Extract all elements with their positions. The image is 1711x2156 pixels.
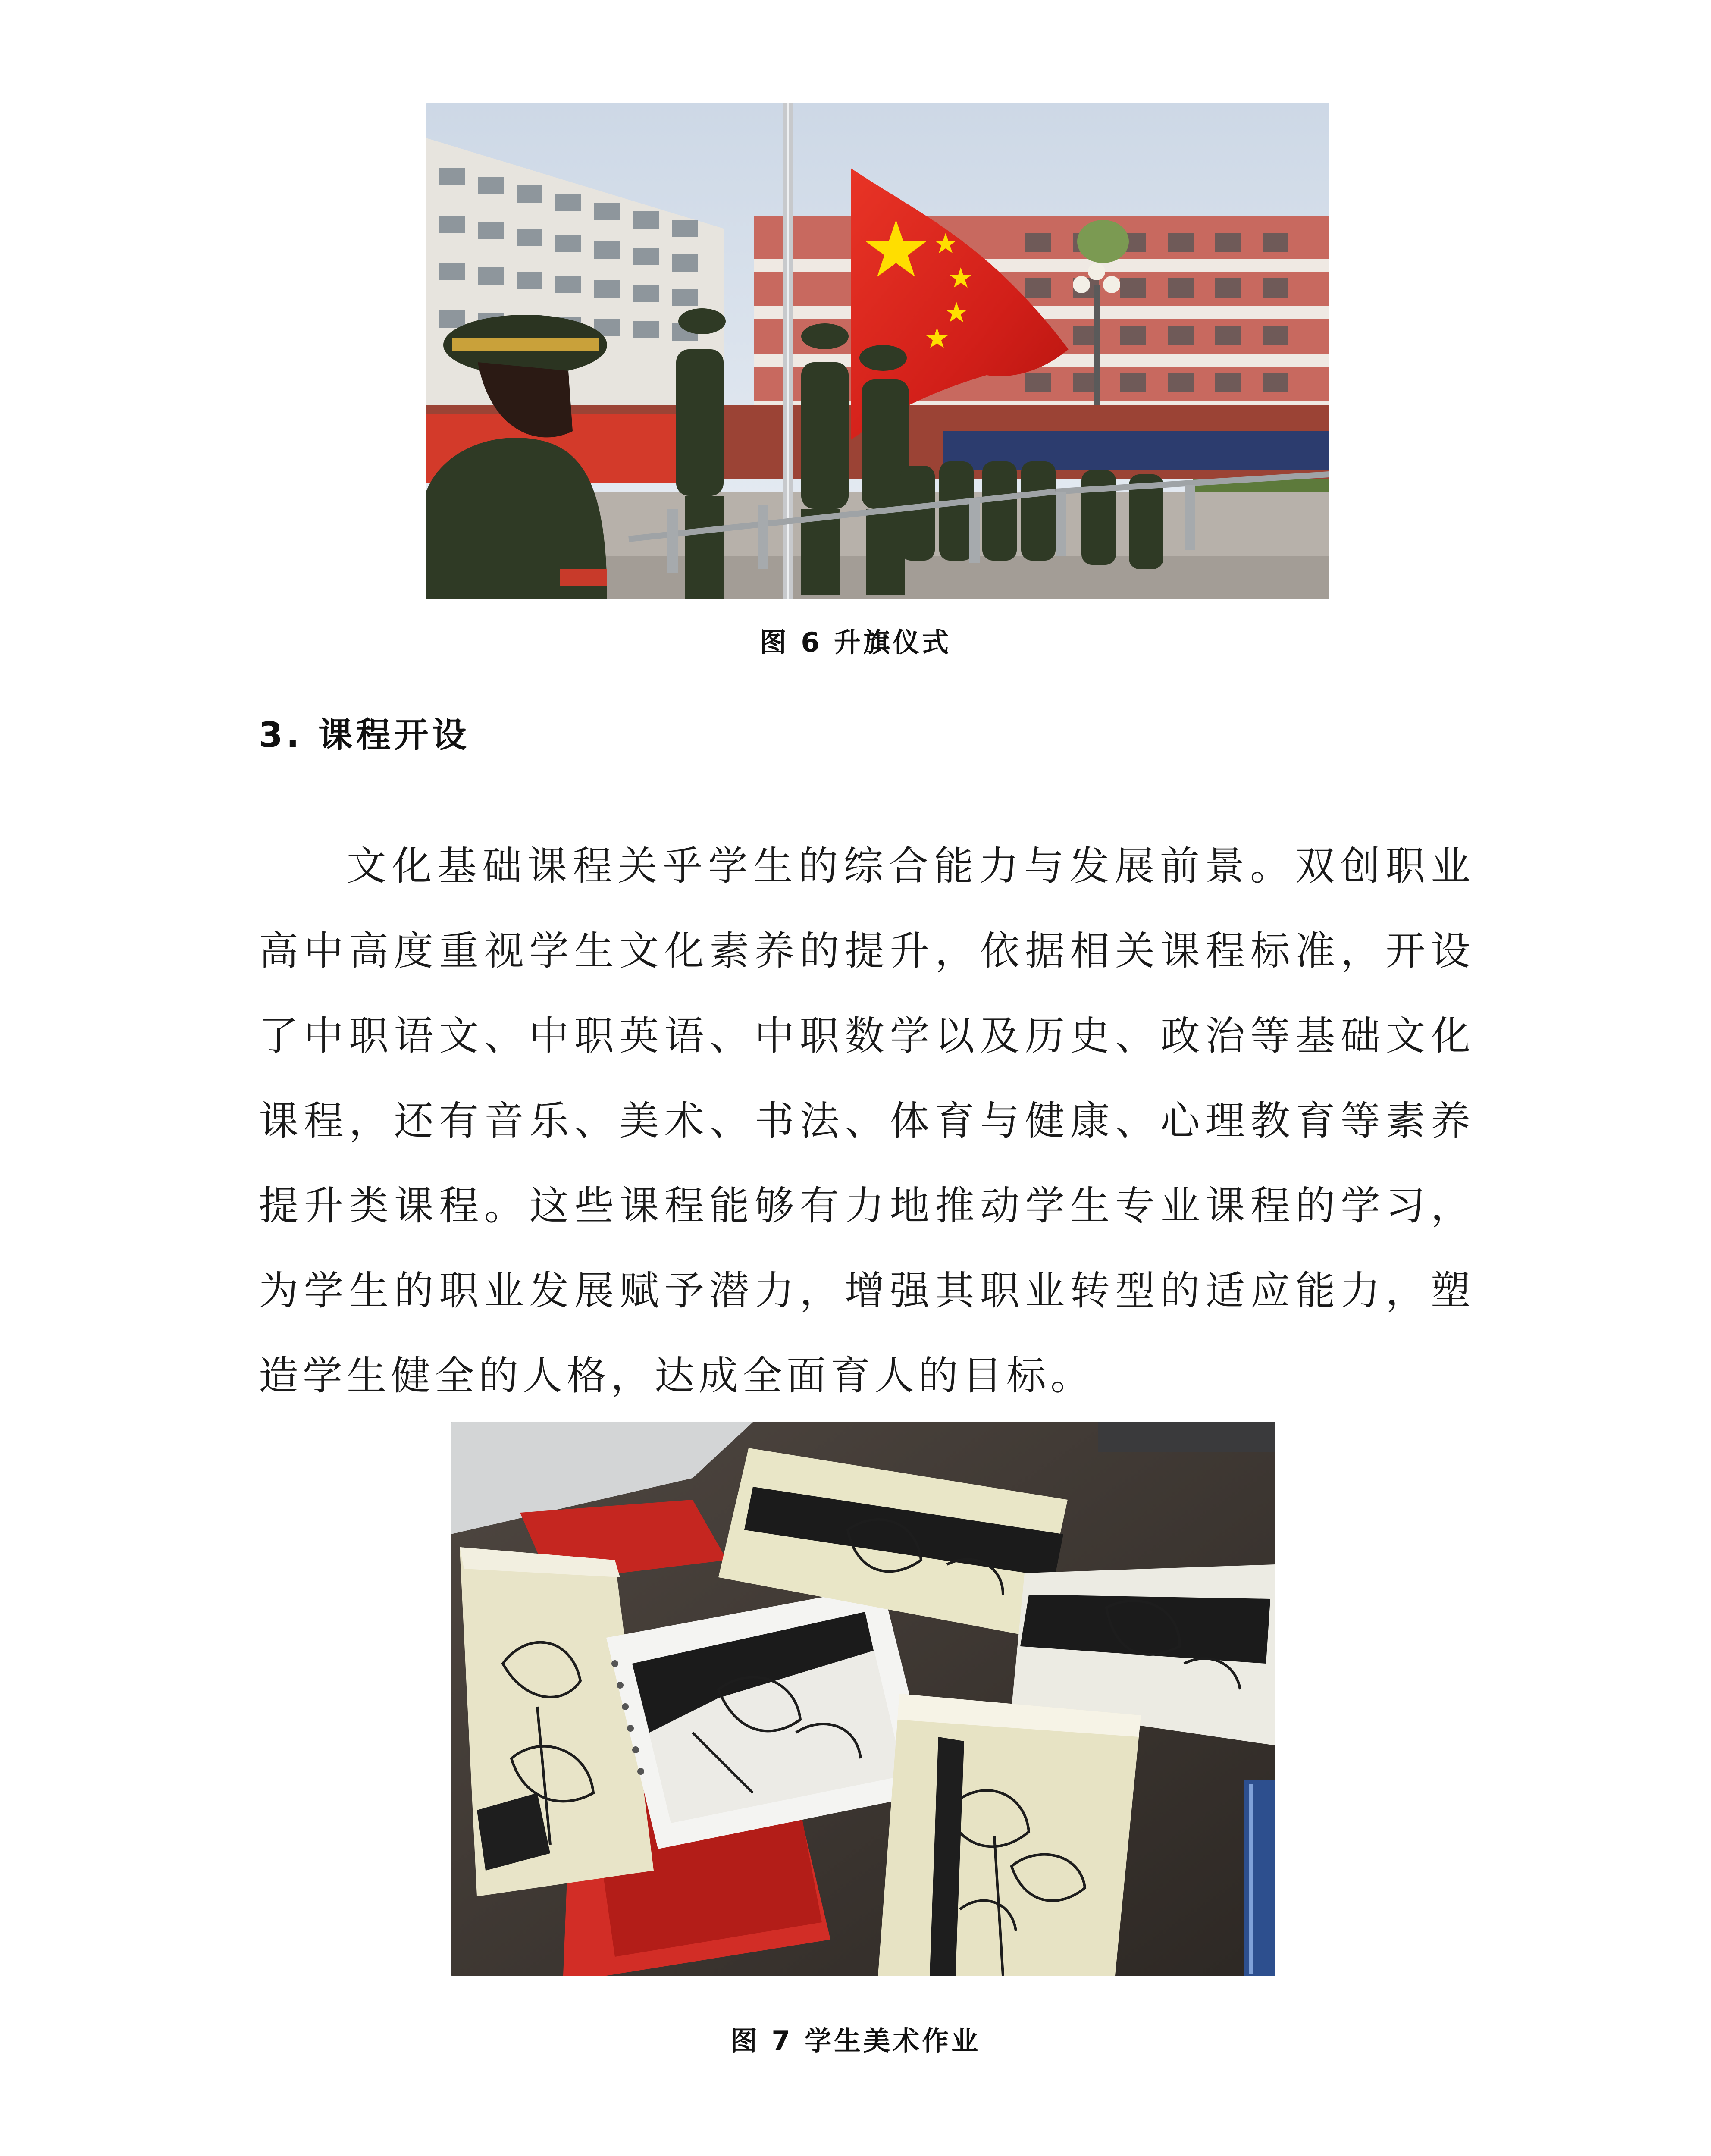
student-art-photo: [451, 1422, 1275, 1976]
figure-6-caption: 图 6 升旗仪式: [759, 627, 952, 658]
flag-raising-photo: [426, 103, 1329, 599]
art-homework-illustration: [451, 1422, 1275, 1976]
figure-7-caption: 图 7 学生美术作业: [730, 2025, 981, 2056]
section-heading: 3. 课程开设: [259, 715, 470, 755]
body-paragraph: 文化基础课程关乎学生的综合能力与发展前景。双创职业高中高度重视学生文化素养的提升，依据相关课程标准，开设了中职语文、中职英语、中职数学以及历史、政治等基础文化课程，还有音乐、美术、书法、体育与健康、心理教育等素养提升类课程。这些课程能够有力地推动学生专业课程的学习，为学生的职业发展赋予潜力，增强其职业转型的适应能力，塑造学生健全的人格，达成全面育人的目标。: [259, 843, 1475, 1399]
flag-raising-illustration: [426, 103, 1329, 599]
sketchbook-bottom: [878, 1694, 1141, 1976]
